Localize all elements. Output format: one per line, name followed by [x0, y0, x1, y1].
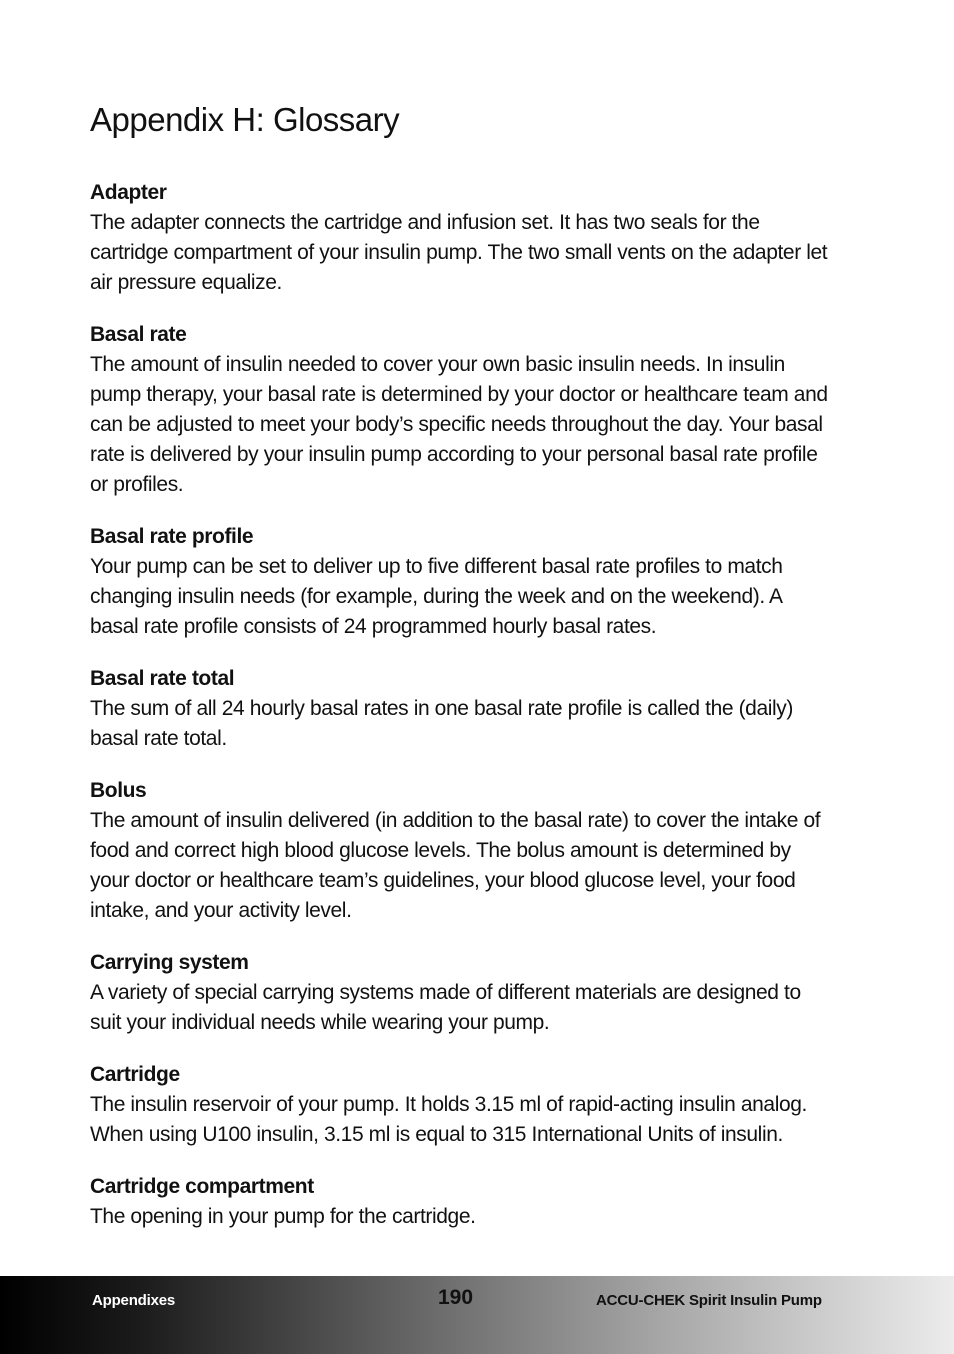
glossary-definition: The insulin reservoir of your pump. It holds 3.15 ml of rapid-acting insulin analog. When using U100 insulin, 3.15 ml is equal to 315 International Units of insulin.: [90, 1093, 807, 1146]
footer-page-number: 190: [438, 1286, 474, 1309]
glossary-entry-cartridge-compartment: [90, 1172, 830, 1232]
glossary-definition: The amount of insulin needed to cover your own basic insulin needs. In insulin pump therapy, your basal rate is determined by your doctor or healthcare team and can be adjusted to meet your body’s specific needs throughout the day. Your basal rate is delivered by your insulin pump according to your personal basal rate profile or profiles.: [90, 353, 828, 496]
glossary-term: Basal rate profile: [90, 525, 254, 548]
glossary-definition: The adapter connects the cartridge and infusion set. It has two seals for the cartridge compartment of your insulin pump. The two small vents on the adapter let air pressure equalize.: [90, 211, 828, 294]
glossary-term: Cartridge: [90, 1063, 180, 1086]
footer-section-label: Appendixes: [92, 1292, 176, 1309]
page-footer: [0, 1276, 954, 1354]
glossary-term: Carrying system: [90, 951, 249, 974]
glossary-term: Adapter: [90, 181, 167, 204]
glossary-term: Bolus: [90, 779, 147, 802]
glossary-definition: The sum of all 24 hourly basal rates in one basal rate profile is called the (daily) basal rate total.: [90, 697, 793, 750]
glossary-definition: The opening in your pump for the cartridge.: [90, 1205, 476, 1228]
glossary-term: Basal rate total: [90, 667, 235, 690]
glossary-term: Cartridge compartment: [90, 1175, 314, 1198]
glossary-entry-cartridge: [90, 1060, 830, 1150]
page-title: Appendix H: Glossary: [90, 101, 400, 138]
glossary-definition: Your pump can be set to deliver up to five different basal rate profiles to match changing insulin needs (for example, during the week and on the weekend). A basal rate profile consists of 24 programmed hourly basal rates.: [90, 555, 783, 638]
glossary-entry-basal-rate: [90, 320, 830, 500]
glossary-entry-basal-rate-profile: [90, 522, 830, 642]
glossary-entry-carrying-system: [90, 948, 830, 1038]
glossary-entry-bolus: [90, 776, 830, 926]
glossary-entry-basal-rate-total: [90, 664, 830, 754]
glossary-entry-adapter: [90, 178, 830, 298]
glossary-term: Basal rate: [90, 323, 187, 346]
footer-product-name: ACCU-CHEK Spirit Insulin Pump: [596, 1292, 822, 1309]
glossary-list: [90, 178, 830, 1254]
glossary-definition: A variety of special carrying systems made of different materials are designed to suit your individual needs while wearing your pump.: [90, 981, 801, 1034]
glossary-definition: The amount of insulin delivered (in addition to the basal rate) to cover the intake of food and correct high blood glucose levels. The bolus amount is determined by your doctor or healthcare team’s guidelines, your blood glucose level, your food intake, and your activity level.: [90, 809, 821, 922]
